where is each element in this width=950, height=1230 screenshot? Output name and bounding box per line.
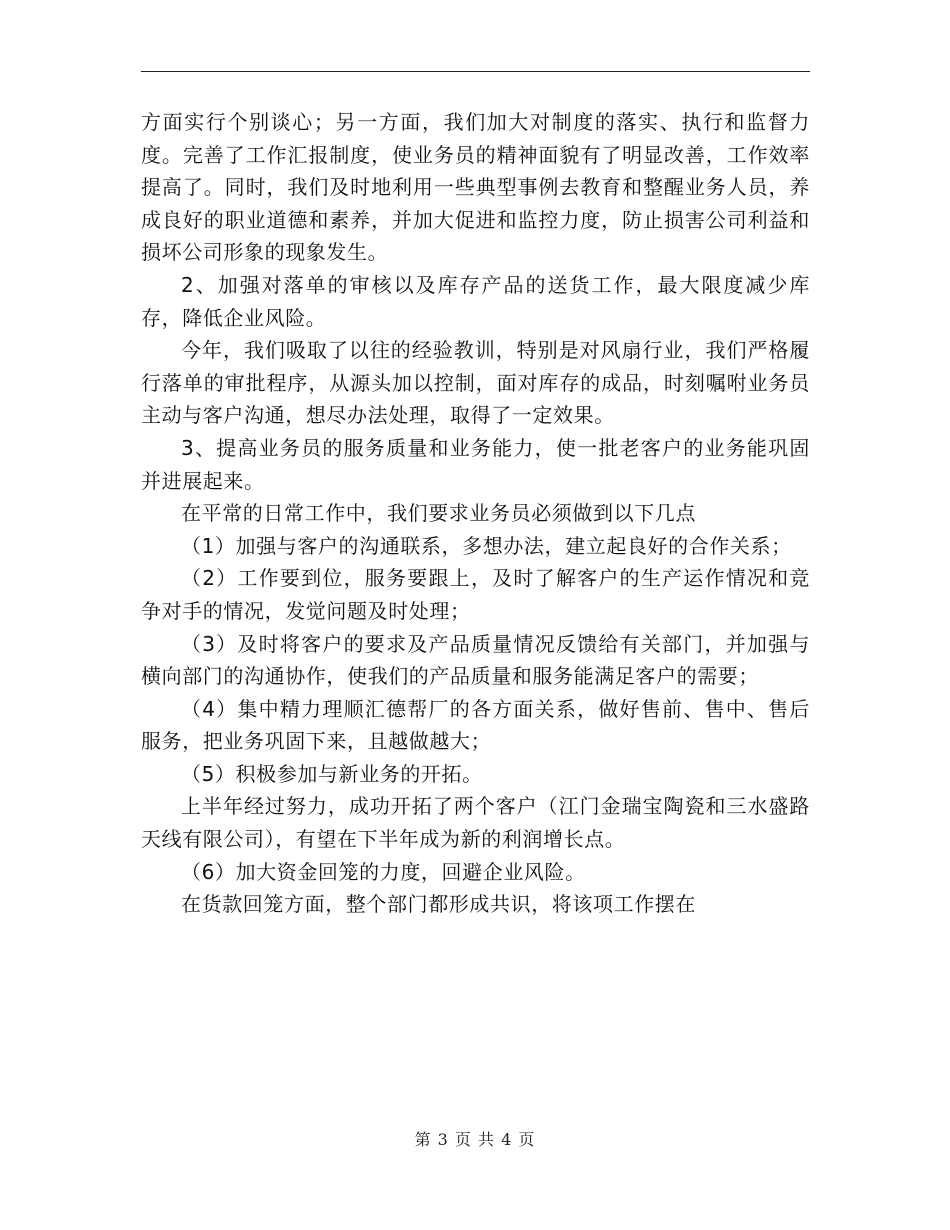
body-text xyxy=(141,106,810,921)
paragraph-13: 在货款回笼方面，整个部门都形成共识，将该项工作摆在 xyxy=(181,892,696,917)
paragraph-4: 3、提高业务员的服务质量和业务能力，使一批老客户的业务能巩固并进展起来。 xyxy=(141,435,810,493)
paragraph-8: （3）及时将客户的要求及产品质量情况反馈给有关部门，并加强与横向部门的沟通协作，使我们的产品质量和服务能满足客户的需要； xyxy=(141,631,810,689)
paragraph-3: 今年，我们吸取了以往的经验教训，特别是对风扇行业，我们严格履行落单的审批程序，从源头加以控制，面对库存的成品，时刻嘱咐业务员主动与客户沟通，想尽办法处理，取得了一定效果。 xyxy=(141,338,810,428)
paragraph-9: （4）集中精力理顺汇德帮厂的各方面关系，做好售前、售中、售后服务，把业务巩固下来，且越做越大； xyxy=(141,696,810,754)
header-rule xyxy=(141,71,810,72)
paragraph-2: 2、加强对落单的审核以及库存产品的送货工作，最大限度减少库存，降低企业风险。 xyxy=(141,272,810,330)
paragraph-10: （5）积极参加与新业务的开拓。 xyxy=(181,761,483,786)
page-number-footer: 第 3 页 共 4 页 xyxy=(414,1130,536,1149)
paragraph-6: （1）加强与客户的沟通联系，多想办法，建立起良好的合作关系； xyxy=(181,533,792,558)
paragraph-11: 上半年经过努力，成功开拓了两个客户（江门金瑞宝陶瓷和三水盛路天线有限公司），有望在下半年成为新的利润增长点。 xyxy=(141,794,810,852)
paragraph-5: 在平常的日常工作中，我们要求业务员必须做到以下几点 xyxy=(181,501,696,526)
paragraph-7: （2）工作要到位，服务要跟上，及时了解客户的生产运作情况和竞争对手的情况，发觉问题及时处理； xyxy=(141,566,810,623)
paragraph-12: （6）加大资金回笼的力度，回避企业风险。 xyxy=(181,859,586,884)
paragraph-1: 方面实行个别谈心；另一方面，我们加大对制度的落实、执行和监督力度。完善了工作汇报制度，使业务员的精神面貌有了明显改善，工作效率提高了。同时，我们及时地利用一些典型事例去教育和整醒业务人员，养成良好的职业道德和素养，并加大促进和监控力度，防止损害公司利益和损坏公司形象的现象发生。 xyxy=(141,110,810,265)
